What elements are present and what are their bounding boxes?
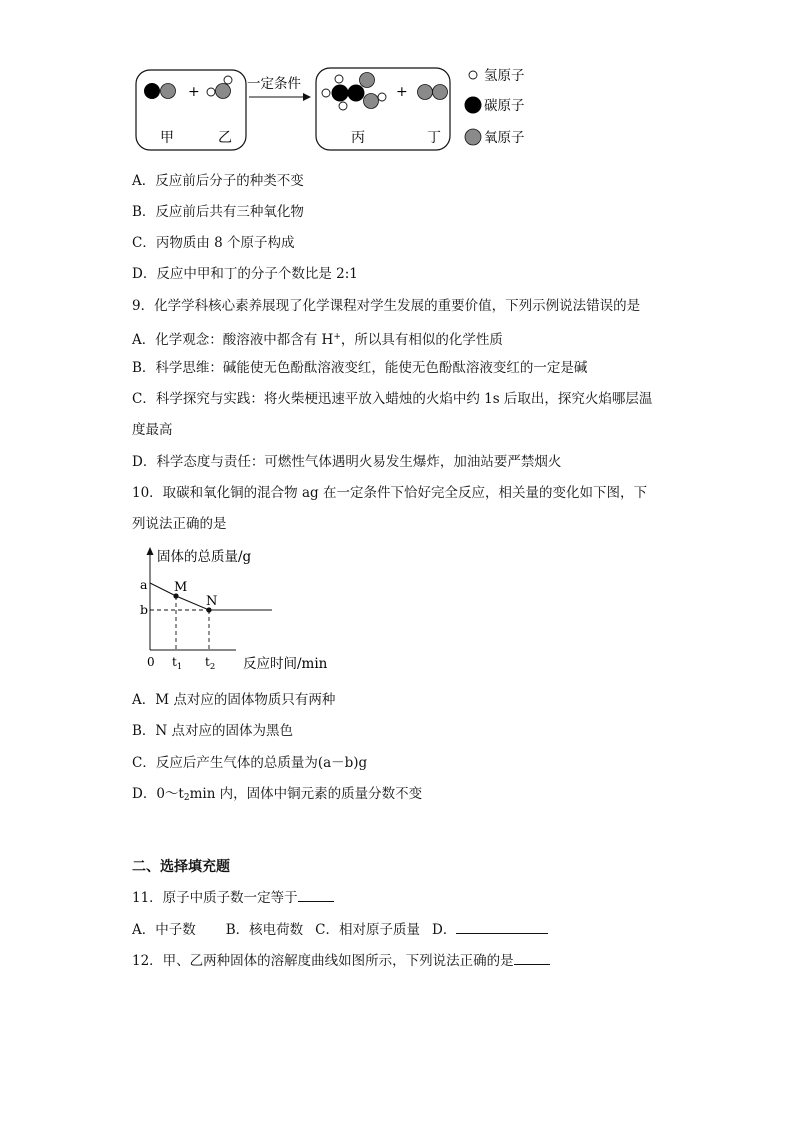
hydrogen-atom	[339, 102, 347, 110]
label-jia: 甲	[160, 130, 174, 146]
q11-stem	[132, 889, 334, 907]
point-label-m: M	[174, 580, 188, 595]
q12-answer-blank[interactable]	[514, 952, 550, 965]
q8-option-d: D．反应中甲和丁的分子个数比是 2:1	[132, 266, 358, 282]
hydrogen-atom	[378, 93, 386, 101]
oxygen-atom	[418, 85, 433, 100]
q10-option-d-sub: 2	[183, 793, 190, 803]
q8-option-c: C．丙物质由 8 个原子构成	[132, 235, 295, 251]
q8-option-a: A．反应前后分子的种类不变	[132, 173, 304, 189]
y-axis-label: 固体的总质量/g	[157, 549, 252, 565]
hydrogen-atom	[335, 75, 343, 83]
origin-label: 0	[147, 655, 155, 669]
legend-oxygen-label: 氧原子	[484, 130, 525, 146]
carbon-atom	[144, 83, 160, 99]
q11-stem-text: 11．原子中质子数一定等于	[132, 890, 298, 906]
x-tick-main: t	[172, 655, 177, 669]
section-title: 二、选择填充题	[132, 859, 230, 875]
q10-option-d-tail: min 内，固体中铜元素的质量分数不变	[189, 786, 423, 802]
x-tick-sub: 1	[176, 662, 183, 672]
q11-option-c: C．相对原子质量	[315, 922, 421, 938]
x-axis-label: 反应时间/min	[243, 656, 328, 672]
x-tick-sub: 2	[209, 662, 216, 672]
q12-stem-text: 12．甲、乙两种固体的溶解度曲线如图所示，下列说法正确的是	[132, 953, 514, 969]
label-bing: 丙	[351, 130, 365, 146]
reaction-condition: 一定条件	[247, 76, 301, 92]
carbon-atom	[332, 85, 349, 102]
q9-option-a	[132, 328, 503, 349]
q10-stem-line2: 列说法正确的是	[132, 516, 227, 532]
q11-option-b: B．核电荷数	[225, 922, 304, 938]
legend-carbon-label: 碳原子	[484, 98, 525, 114]
label-yi: 乙	[218, 130, 232, 146]
q12-stem	[132, 952, 550, 970]
q10-option-b: B．N 点对应的固体为黑色	[132, 723, 294, 739]
reaction-diagram	[0, 0, 794, 160]
q9-option-b: B．科学思维：碱能使无色酚酞溶液变红，能使无色酚酞溶液变红的一定是碱	[132, 360, 588, 376]
carbon-atom	[348, 85, 365, 102]
q11-option-d-blank[interactable]	[456, 921, 548, 934]
point-label-n: N	[206, 594, 218, 609]
q11-answer-blank[interactable]	[298, 889, 334, 902]
x-tick-label	[172, 655, 182, 672]
q9-option-d: D．科学态度与责任：可燃性气体遇明火易发生爆炸，加油站要严禁烟火	[132, 454, 562, 470]
oxygen-atom	[360, 73, 375, 88]
plus-sign: +	[396, 84, 408, 100]
x-tick-label	[205, 655, 215, 672]
legend-oxygen-icon	[465, 129, 481, 145]
oxygen-atom	[161, 84, 176, 99]
mass-time-chart	[0, 542, 794, 672]
q9-option-a-text: A．化学观念：酸溶液中都含有 H	[132, 332, 334, 348]
q10-stem-line1: 10．取碳和氧化铜的混合物 ag 在一定条件下恰好完全反应，相关量的变化如下图，下	[132, 485, 647, 501]
q10-option-d-text: D．0～t	[132, 786, 184, 802]
q9-option-a-sup: +	[333, 332, 341, 342]
q10-option-d	[132, 785, 422, 807]
oxygen-atom	[433, 85, 448, 100]
q11-option-d: D．	[432, 922, 457, 938]
hydrogen-atom	[224, 76, 232, 84]
x-tick-main: t	[205, 655, 210, 669]
hydrogen-atom	[207, 88, 215, 96]
q9-stem: 9．化学学科核心素养展现了化学课程对学生发展的重要价值，下列示例说法错误的是	[132, 298, 641, 314]
q11-option-a: A．中子数	[132, 922, 196, 938]
y-tick-label: b	[140, 602, 149, 617]
legend-carbon-icon	[465, 97, 482, 114]
arrow-head-icon	[303, 93, 311, 101]
legend-hydrogen-label: 氢原子	[484, 68, 525, 84]
q11-options	[132, 921, 548, 939]
y-tick-label: a	[140, 577, 148, 592]
q10-option-c: C．反应后产生气体的总质量为(a－b)g	[132, 755, 368, 771]
q10-option-a: A．M 点对应的固体物质只有两种	[132, 692, 336, 708]
label-ding: 丁	[427, 130, 441, 146]
q8-option-b: B．反应前后共有三种氧化物	[132, 204, 304, 220]
q9-option-a-tail: ，所以具有相似的化学性质	[340, 332, 503, 348]
q9-option-c-line2: 度最高	[132, 422, 173, 438]
legend-hydrogen-icon	[469, 71, 477, 79]
oxygen-atom	[364, 94, 379, 109]
oxygen-atom	[216, 84, 231, 99]
q9-option-c-line1: C．科学探究与实践：将火柴梗迅速平放入蜡烛的火焰中约 1s 后取出，探究火焰哪层温	[132, 391, 653, 407]
plus-sign: +	[188, 84, 200, 100]
y-axis-arrow-icon	[147, 547, 154, 555]
hydrogen-atom	[322, 89, 330, 97]
